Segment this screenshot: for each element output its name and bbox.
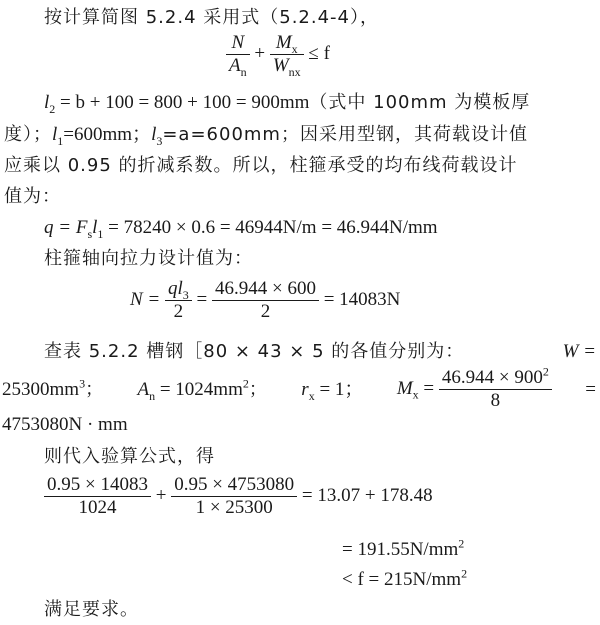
- verification-result-1: = $191.55N/mm^2$: [342, 536, 465, 560]
- paragraph-line-3: 应乘以 0.95 的折减系数。所以，柱箍承受的均布线荷载设计: [4, 155, 518, 176]
- fraction-n-over-an: $\frac{N}{A_n}$: [226, 32, 250, 77]
- paragraph-line-2: 度）；$l_1=600mm$；$l_3=a=600mm$；因采用型钢，其荷载设计值: [4, 124, 528, 148]
- paragraph-line-1: $l_2 = b + 100 = 800 + 100 = 900mm$（式中 100mm 为模板厚: [44, 92, 531, 116]
- fraction-ql3-over-2: $\frac{ql_3}{2}$: [165, 278, 192, 323]
- verification-equation: $\frac{0.95 \times 14083}{1024}$ + $\frac{0.95 \times 4753080}{1 \times 25300}$ = 13.07 + 178.48: [44, 474, 433, 519]
- axial-force-equation: N = $\frac{ql_3}{2}$ = $\frac{46.944 \times 600}{2}$ = 14083N: [130, 278, 401, 322]
- verification-result-2: < $f = 215N/mm^2$: [342, 566, 468, 590]
- intro-line: 按计算简图 5.2.4 采用式（5.2.4-4），: [44, 7, 379, 28]
- substitute-label: 则代入验算公式，得: [44, 446, 215, 467]
- fraction-verify-axial: $\frac{0.95 \times 14083}{1024}$: [44, 474, 151, 519]
- axial-force-label: 柱箍轴向拉力设计值为：: [44, 248, 253, 269]
- conclusion: 满足要求。: [44, 599, 139, 620]
- line-load-equation: $q = F_sl_1 = 78240 \times 0.6 = 46944N/m = 46.944N/mm$: [44, 217, 438, 241]
- fraction-moment-values: $\frac{46.944 \times 900^2}{8}$: [439, 367, 552, 412]
- moment-result-line: 4753080N · mm: [2, 414, 128, 435]
- paragraph-line-4: 值为：: [4, 186, 61, 207]
- fraction-axial-values: $\frac{46.944 \times 600}{2}$: [212, 278, 319, 323]
- formula-strength-check: $\frac{N}{A_n}$ + $\frac{M_x}{W_{nx}}$ ≤ f: [226, 32, 330, 77]
- section-properties-line: $25300mm^3$； $A_n = 1024mm^2$； $r_x = 1$； $M_x$ = $\frac{46.944 \times 900^2}{8}$ =: [2, 364, 596, 411]
- fraction-mx-over-wnx: $\frac{M_x}{W_{nx}}$: [270, 32, 304, 77]
- table-lookup-line: 查表 5.2.2 槽钢［80 × 43 × 5 的各值分别为： W =: [44, 341, 596, 362]
- fraction-verify-moment: $\frac{0.95 \times 4753080}{1 \times 25300}$: [171, 474, 297, 519]
